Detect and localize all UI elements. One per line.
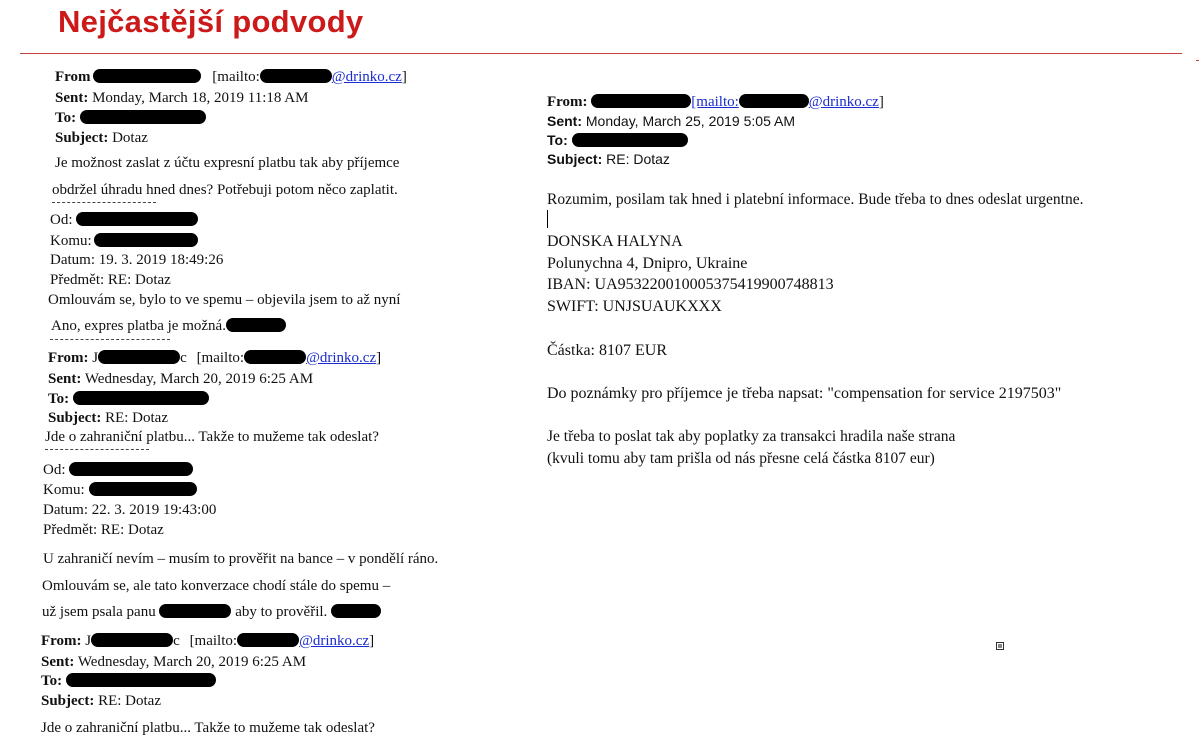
reply-1-datum: Datum: 19. 3. 2019 18:49:26: [50, 252, 224, 268]
reply-2-komu-line: [43, 481, 197, 499]
sent-value: Monday, March 18, 2019 11:18 AM: [92, 90, 309, 106]
subject-value: RE: Dotaz: [105, 410, 168, 426]
redaction: [66, 673, 216, 687]
text-cursor: [547, 210, 548, 228]
sent-value: Monday, March 25, 2019 5:05 AM: [585, 113, 795, 129]
email-2-subject-line: [48, 409, 168, 427]
reply-1-body-text: Ano, expres platba je možná.: [51, 318, 226, 334]
reply-2-predmet: Předmět: RE: Dotaz: [43, 522, 164, 538]
payment-amount: Částka: 8107 EUR: [547, 342, 667, 359]
reply-2-body: Omlouvám se, ale tato konverzace chodí stále do spemu –: [42, 578, 391, 594]
reply-1-body: Omlouvám se, bylo to ve spemu – objevila jsem to až nyní: [48, 292, 401, 308]
sent-value: Wednesday, March 20, 2019 6:25 AM: [84, 371, 314, 387]
reply-2-body: [42, 603, 381, 621]
email-1-to-line: [55, 109, 206, 127]
email-3-sent-line: [41, 653, 306, 671]
email-link[interactable]: @drinko.cz: [808, 94, 879, 110]
to-label: To:: [48, 391, 70, 407]
email-3-body: Jde o zahraniční platbu... Takže to mužeme tak odeslat?: [41, 720, 375, 736]
subject-value: Dotaz: [112, 130, 148, 146]
recipient-address: Polunychna 4, Dnipro, Ukraine: [547, 255, 748, 272]
title-divider: [20, 53, 1182, 54]
redaction: [159, 604, 231, 618]
email-2-body: Jde o zahraniční platbu... Takže to mužeme tak odeslat?: [45, 429, 379, 445]
email-2-from-line: [48, 349, 381, 367]
email-link[interactable]: @drinko.cz: [299, 633, 370, 649]
email-1-body: obdržel úhradu hned dnes? Potřebuji potom něco zaplatit.: [52, 182, 398, 198]
redaction: [76, 212, 198, 226]
separator: [45, 449, 149, 450]
reply-2-body-text: aby to prověřil.: [235, 604, 328, 620]
mailto-close: ]: [401, 69, 407, 85]
redaction: [69, 462, 193, 476]
from-suffix: c: [180, 350, 187, 366]
komu-label: Komu:: [43, 482, 85, 498]
email-link[interactable]: @drinko.cz: [306, 350, 377, 366]
to-label: To:: [55, 110, 77, 126]
anchor-icon: [996, 642, 1004, 650]
sent-label: Sent:: [48, 371, 82, 387]
redaction: [73, 391, 209, 405]
scam-from-line: [547, 93, 884, 111]
reply-1-body: [51, 317, 286, 335]
from-prefix: J: [85, 633, 92, 649]
page-title: Nejčastější podvody: [58, 4, 364, 39]
komu-label: Komu:: [50, 233, 92, 249]
from-label: From:: [547, 94, 588, 110]
redaction: [80, 110, 206, 124]
redaction: [739, 94, 809, 108]
subject-label: Subject:: [41, 693, 95, 709]
email-3-from-line: [41, 632, 374, 650]
email-2-to-line: [48, 390, 209, 408]
recipient-swift: SWIFT: UNJSUAUKXXX: [547, 298, 722, 315]
redaction: [237, 633, 299, 647]
redaction: [93, 69, 201, 83]
redaction: [91, 633, 173, 647]
reply-1-komu-line: [50, 232, 198, 250]
redaction: [98, 350, 180, 364]
recipient-name: DONSKA HALYNA: [547, 233, 683, 250]
recipient-iban: IBAN: UA953220010005375419900748813: [547, 276, 834, 293]
mailto-close: ]: [376, 350, 382, 366]
mailto-open: [mailto:: [212, 69, 260, 85]
subject-label: Subject:: [547, 151, 603, 167]
subject-label: Subject:: [48, 410, 102, 426]
subject-value: RE: Dotaz: [606, 151, 670, 167]
redaction: [226, 318, 286, 332]
mailto-close: ]: [878, 94, 884, 110]
redaction: [331, 604, 381, 618]
separator: [52, 202, 156, 203]
email-1-from-line: [55, 68, 407, 86]
reply-1-od-line: [50, 211, 198, 229]
reply-2-body-text: už jsem psala panu: [42, 604, 156, 620]
mailto-open: [mailto:: [189, 633, 238, 649]
mailto-open: [mailto:: [691, 94, 739, 110]
email-3-to-line: [41, 672, 216, 690]
scam-subject-line: [547, 150, 670, 168]
email-1-body: Je možnost zaslat z účtu expresní platbu tak aby příjemce: [55, 155, 400, 171]
sent-label: Sent:: [547, 113, 582, 129]
from-label: From:: [41, 633, 82, 649]
redaction: [260, 69, 332, 83]
sent-value: Wednesday, March 20, 2019 6:25 AM: [77, 654, 307, 670]
separator: [50, 339, 170, 340]
scam-body: Rozumim, posilam tak hned i platební informace. Bude třeba to dnes odeslat urgentne.: [547, 191, 1084, 208]
redaction: [572, 133, 688, 147]
from-label: From:: [48, 350, 89, 366]
payment-fees: Je třeba to poslat tak aby poplatky za transakci hradila naše strana: [547, 428, 956, 445]
to-label: To:: [41, 673, 63, 689]
reply-2-datum: Datum: 22. 3. 2019 19:43:00: [43, 502, 217, 518]
od-label: Od:: [50, 212, 73, 228]
redaction: [94, 233, 198, 247]
email-3-subject-line: [41, 692, 161, 710]
subject-label: Subject:: [55, 130, 109, 146]
redaction: [591, 94, 691, 108]
scam-to-line: [547, 131, 688, 149]
subject-value: RE: Dotaz: [98, 693, 161, 709]
mailto-close: ]: [369, 633, 375, 649]
od-label: Od:: [43, 462, 66, 478]
email-1-sent-line: [55, 89, 308, 107]
reply-2-body: U zahraničí nevím – musím to prověřit na bance – v pondělí ráno.: [43, 551, 439, 567]
reply-1-predmet: Předmět: RE: Dotaz: [50, 272, 171, 288]
email-1-subject-line: [55, 129, 148, 147]
payment-note: Do poznámky pro příjemce je třeba napsat: "compensation for service 2197503": [547, 385, 1062, 402]
sent-label: Sent:: [41, 654, 75, 670]
email-link[interactable]: @drinko.cz: [331, 69, 402, 85]
email-2-sent-line: [48, 370, 313, 388]
from-prefix: J: [92, 350, 99, 366]
from-suffix: c: [173, 633, 180, 649]
sent-label: Sent:: [55, 90, 89, 106]
divider-mark: [1196, 60, 1199, 61]
reply-2-od-line: [43, 461, 193, 479]
redaction: [89, 482, 197, 496]
payment-fees: (kvuli tomu aby tam prišla od nás přesne celá částka 8107 eur): [547, 450, 935, 467]
to-label: To:: [547, 132, 568, 148]
mailto-open: [mailto:: [196, 350, 245, 366]
from-label: From: [55, 69, 91, 85]
scam-sent-line: [547, 112, 795, 130]
redaction: [244, 350, 306, 364]
